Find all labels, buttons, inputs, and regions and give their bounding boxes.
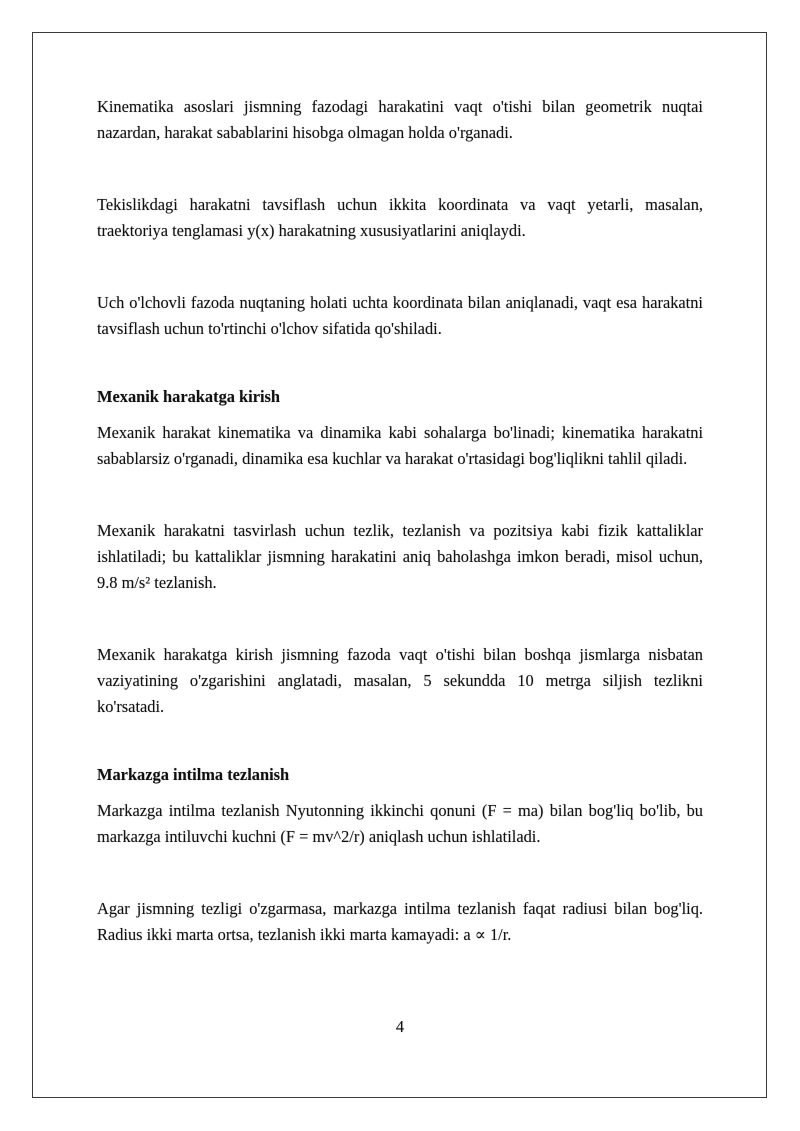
document-body bbox=[97, 94, 703, 948]
intro-paragraph-2: Tekislikdagi harakatni tavsiflash uchun ikkita koordinata va vaqt yetarli, masalan, traektoriya tenglamasi y(x) harakatning xususiyatlarini aniqlaydi. bbox=[97, 195, 703, 240]
section1-paragraph-1: Mexanik harakat kinematika va dinamika kabi sohalarga bo'linadi; kinematika harakatni sabablarsiz o'rganadi, dinamika esa kuchlar va harakat o'rtasidagi bog'liqlikni tahlil qiladi. bbox=[97, 423, 703, 468]
section-heading-mexanik-harakat: Mexanik harakatga kirish bbox=[97, 387, 281, 406]
section2-paragraph-2: Agar jismning tezligi o'zgarmasa, markazga intilma tezlanish faqat radiusi bilan bog'liq. Radius ikki marta ortsa, tezlanish ikki marta kamayadi: a ∝ 1/r. bbox=[97, 899, 703, 944]
intro-paragraph-1: Kinematika asoslari jismning fazodagi harakatini vaqt o'tishi bilan geometrik nuqtai nazardan, harakat sabablarini hisobga olmagan holda o'rganadi. bbox=[97, 97, 703, 142]
section-heading-markazga-intilma: Markazga intilma tezlanish bbox=[97, 765, 290, 784]
section1-paragraph-2: Mexanik harakatni tasvirlash uchun tezlik, tezlanish va pozitsiya kabi fizik kattaliklar ishlatiladi; bu kattaliklar jismning harakatini aniq baholashga imkon beradi, misol uchun, 9.8 m/s² tezlanish. bbox=[97, 521, 703, 592]
intro-paragraph-3: Uch o'lchovli fazoda nuqtaning holati uchta koordinata bilan aniqlanadi, vaqt esa harakatni tavsiflash uchun to'rtinchi o'lchov sifatida qo'shiladi. bbox=[97, 293, 703, 338]
page-number: 4 bbox=[395, 1017, 405, 1036]
section1-paragraph-3: Mexanik harakatga kirish jismning fazoda vaqt o'tishi bilan boshqa jismlarga nisbatan vaziyatining o'zgarishini anglatadi, masalan, 5 sekundda 10 metrga siljish tezlikni ko'rsatadi. bbox=[97, 645, 703, 716]
section2-paragraph-1: Markazga intilma tezlanish Nyutonning ikkinchi qonuni (F = ma) bilan bog'liq bo'lib, bu markazga intiluvchi kuchni (F = mv^2/r) aniqlash uchun ishlatiladi. bbox=[97, 801, 703, 846]
